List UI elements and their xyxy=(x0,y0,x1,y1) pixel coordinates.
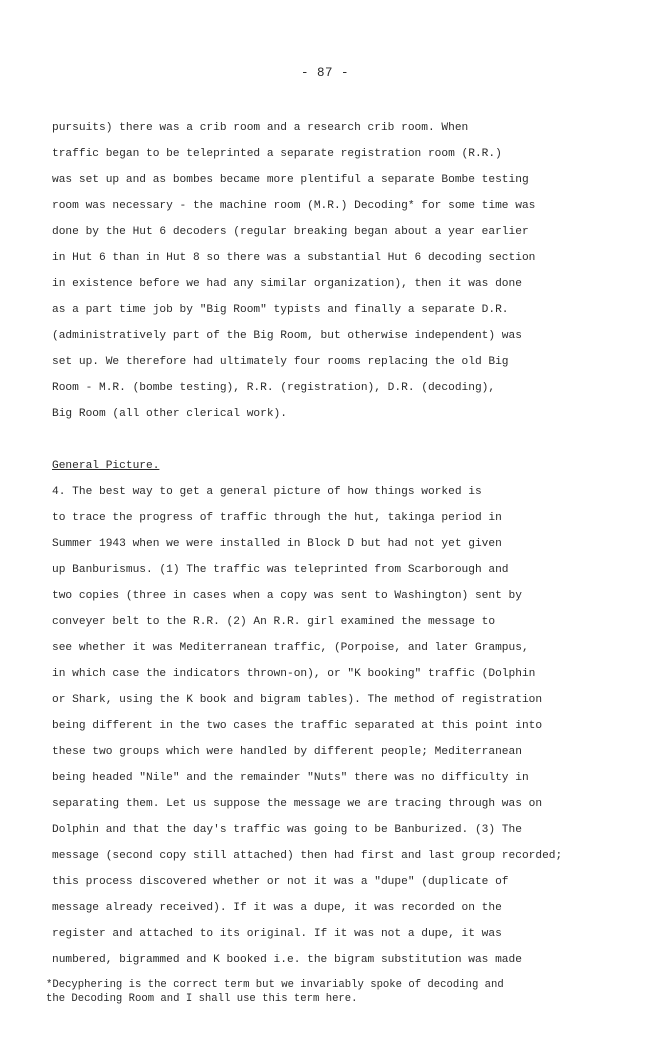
section-heading: General Picture. xyxy=(52,460,160,472)
text-line: as a part time job by "Big Room" typists and finally a separate D.R. xyxy=(52,304,509,316)
text-line: 4. The best way to get a general picture of how things worked is xyxy=(52,486,482,498)
text-line: Big Room (all other clerical work). xyxy=(52,408,287,420)
text-line: Dolphin and that the day's traffic was going to be Banburized. (3) The xyxy=(52,824,522,836)
text-line: in which case the indicators thrown-on), or "K booking" traffic (Dolphin xyxy=(52,668,536,680)
text-line: see whether it was Mediterranean traffic, (Porpoise, and later Grampus, xyxy=(52,642,529,654)
text-line: traffic began to be teleprinted a separate registration room (R.R.) xyxy=(52,148,502,160)
footnote-line: the Decoding Room and I shall use this term here. xyxy=(46,993,358,1005)
text-line: message (second copy still attached) then had first and last group recorded; xyxy=(52,850,563,862)
text-line: being headed "Nile" and the remainder "Nuts" there was no difficulty in xyxy=(52,772,529,784)
text-line: register and attached to its original. If it was not a dupe, it was xyxy=(52,928,502,940)
text-line: (administratively part of the Big Room, but otherwise independent) was xyxy=(52,330,522,342)
text-line: in existence before we had any similar organization), then it was done xyxy=(52,278,522,290)
text-line: was set up and as bombes became more plentiful a separate Bombe testing xyxy=(52,174,529,186)
text-line: up Banburismus. (1) The traffic was teleprinted from Scarborough and xyxy=(52,564,509,576)
text-line: pursuits) there was a crib room and a research crib room. When xyxy=(52,122,469,134)
text-line: in Hut 6 than in Hut 8 so there was a substantial Hut 6 decoding section xyxy=(52,252,536,264)
text-line: these two groups which were handled by different people; Mediterranean xyxy=(52,746,522,758)
text-line: or Shark, using the K book and bigram tables). The method of registration xyxy=(52,694,543,706)
text-line: done by the Hut 6 decoders (regular breaking began about a year earlier xyxy=(52,226,529,238)
text-line: message already received). If it was a dupe, it was recorded on the xyxy=(52,902,502,914)
text-line: separating them. Let us suppose the message we are tracing through was on xyxy=(52,798,543,810)
text-line: room was necessary - the machine room (M.R.) Decoding* for some time was xyxy=(52,200,536,212)
footnote-line: *Decyphering is the correct term but we invariably spoke of decoding and xyxy=(46,979,504,991)
text-line: Room - M.R. (bombe testing), R.R. (registration), D.R. (decoding), xyxy=(52,382,496,394)
page-number: - 87 - xyxy=(300,66,349,80)
text-line: being different in the two cases the traffic separated at this point into xyxy=(52,720,543,732)
text-line: to trace the progress of traffic through the hut, takinga period in xyxy=(52,512,502,524)
text-line: numbered, bigrammed and K booked i.e. the bigram substitution was made xyxy=(52,954,522,966)
text-line: two copies (three in cases when a copy was sent to Washington) sent by xyxy=(52,590,522,602)
text-line: Summer 1943 when we were installed in Block D but had not yet given xyxy=(52,538,502,550)
text-line: this process discovered whether or not it was a "dupe" (duplicate of xyxy=(52,876,509,888)
text-line: set up. We therefore had ultimately four rooms replacing the old Big xyxy=(52,356,509,368)
text-line: conveyer belt to the R.R. (2) An R.R. girl examined the message to xyxy=(52,616,496,628)
